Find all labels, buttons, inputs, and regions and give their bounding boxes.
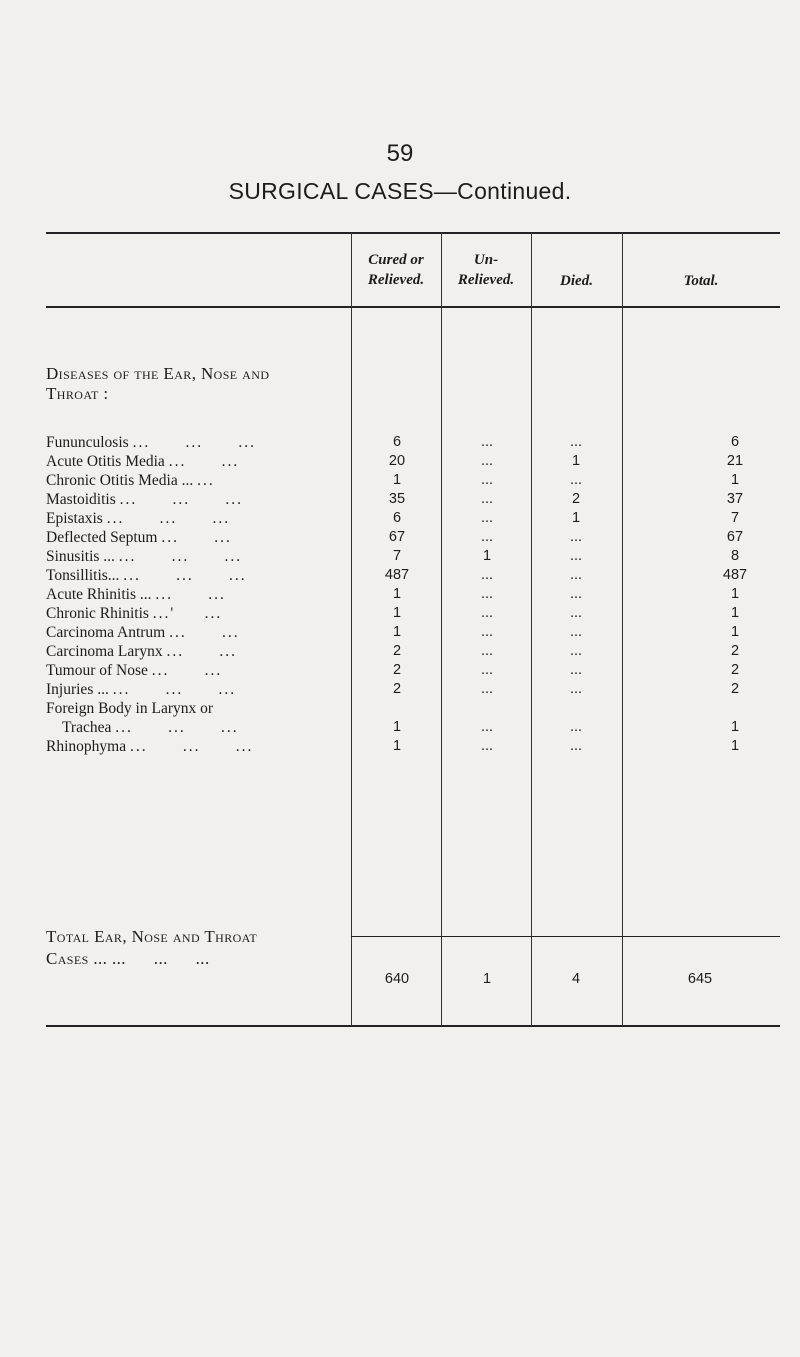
subtotal-rule-1 [351, 936, 441, 937]
cell-unrelieved: ... [480, 624, 494, 640]
cell-cured: 2 [392, 662, 402, 678]
cell-total: 487 [722, 567, 748, 583]
row-label [46, 662, 346, 680]
table-top-rule [46, 232, 780, 234]
cell-total: 21 [726, 453, 744, 469]
table-row [0, 586, 800, 604]
cell-unrelieved: ... [480, 643, 494, 659]
cell-unrelieved: ... [480, 586, 494, 602]
row-label-text: Tonsillitis... [46, 567, 120, 584]
cell-unrelieved: ... [480, 434, 494, 450]
row-label [46, 548, 346, 566]
leader-dots: ... ... [168, 453, 240, 470]
cell-cured: 20 [388, 453, 406, 469]
leader-dots: ... ... ... [106, 510, 231, 527]
cell-unrelieved: ... [480, 738, 494, 754]
row-label [46, 624, 346, 642]
column-header-died: Died. [560, 273, 593, 289]
table-row [0, 738, 800, 756]
row-label-text: Rhinophyma [46, 738, 127, 755]
cell-cured: 2 [392, 681, 402, 697]
cell-total: 37 [726, 491, 744, 507]
row-label [46, 510, 346, 528]
cell-total: 1 [730, 719, 740, 735]
leader-dots: ... ... ... [112, 681, 237, 698]
leader-dots: ... [197, 472, 215, 489]
cell-cured: 1 [392, 719, 402, 735]
leader-dots: ... ... ... [119, 491, 244, 508]
leader-dots: ... ... ... [115, 719, 239, 736]
section-heading-line2: Throat : [46, 384, 109, 403]
cell-cured: 1 [392, 472, 402, 488]
table-row [0, 605, 800, 623]
cell-total: 2 [730, 662, 740, 678]
table-row [0, 453, 800, 471]
cell-died: ... [569, 529, 583, 545]
section-heading-line1: Diseases of the Ear, Nose and [46, 364, 270, 383]
row-label [46, 738, 346, 756]
table-row [0, 529, 800, 547]
row-label-text: Deflected Septum [46, 529, 158, 546]
cell-cured: 1 [392, 624, 402, 640]
row-label [46, 643, 346, 661]
table-row [0, 472, 800, 490]
row-label-text: Sinusitis ... [46, 548, 115, 565]
row-label-text: Mastoiditis [46, 491, 116, 508]
column-header-unrelieved [441, 250, 531, 290]
cell-total: 1 [730, 624, 740, 640]
cell-unrelieved: ... [480, 453, 494, 469]
cell-died: ... [569, 605, 583, 621]
row-label [46, 567, 346, 585]
column-header-total: Total. [683, 273, 719, 289]
row-label [46, 491, 346, 509]
table-bottom-rule [46, 1025, 780, 1027]
row-label-text: Foreign Body in Larynx or [46, 700, 214, 717]
cell-died: ... [569, 681, 583, 697]
cell-died: ... [569, 586, 583, 602]
row-label-text: Acute Otitis Media [46, 453, 165, 470]
total-total: 645 [687, 971, 713, 987]
row-label [46, 605, 346, 623]
cell-died: ... [569, 738, 583, 754]
leader-dots: ... ... ... [129, 738, 254, 755]
column-header-unrelieved-line2: Relieved. [457, 272, 515, 288]
cell-cured: 1 [392, 738, 402, 754]
cell-total: 8 [730, 548, 740, 564]
table-row [0, 643, 800, 661]
row-label-text: Carcinoma Antrum [46, 624, 166, 641]
cell-died: ... [569, 624, 583, 640]
subtotal-rule-4 [622, 936, 780, 937]
cell-cured: 1 [392, 586, 402, 602]
cell-cured: 487 [384, 567, 410, 583]
leader-dots: ... ... [166, 643, 238, 660]
total-label-line1: Total Ear, Nose and Throat [46, 927, 258, 946]
cell-cured: 35 [388, 491, 406, 507]
page-title: SURGICAL CASES—Continued. [228, 178, 572, 204]
row-label [46, 586, 346, 604]
leader-dots: ... ... ... [123, 567, 247, 584]
row-label [46, 472, 346, 490]
row-label [46, 700, 346, 718]
table-row [0, 700, 800, 738]
total-died: 4 [571, 971, 581, 987]
leader-dots: ... ... ... [118, 548, 243, 565]
leader-dots: ... ... [155, 586, 226, 603]
column-header-cured-line1: Cured or [368, 252, 424, 268]
leader-dots: ... ... [169, 624, 240, 641]
row-label-text: Injuries ... [46, 681, 109, 698]
column-header-cured [351, 250, 441, 290]
row-label-text: Acute Rhinitis ... [46, 586, 152, 603]
total-label-line2-text: Cases ... [46, 949, 108, 968]
cell-died: ... [569, 567, 583, 583]
total-unrelieved: 1 [482, 971, 492, 987]
cell-died: ... [569, 719, 583, 735]
leader-dots: ... ... ... [132, 434, 256, 451]
table-row [0, 567, 800, 585]
total-label [46, 926, 257, 970]
row-label-text: Fununculosis [46, 434, 129, 451]
column-header-cured-line2: Relieved. [367, 272, 425, 288]
cell-died: ... [569, 548, 583, 564]
table-row [0, 510, 800, 528]
row-label-text-2: Trachea [62, 719, 112, 736]
cell-unrelieved: ... [480, 510, 494, 526]
cell-total: 1 [730, 605, 740, 621]
cell-died: ... [569, 434, 583, 450]
row-label-continued [62, 719, 362, 737]
cell-total: 1 [730, 586, 740, 602]
cell-died: 2 [571, 491, 581, 507]
cell-unrelieved: ... [480, 529, 494, 545]
cell-total: 1 [730, 738, 740, 754]
table-row [0, 662, 800, 680]
row-label [46, 434, 346, 452]
row-label [46, 681, 346, 699]
cell-unrelieved: ... [480, 681, 494, 697]
row-label-text: Chronic Otitis Media ... [46, 472, 194, 489]
cell-unrelieved: ... [480, 719, 494, 735]
cell-cured: 2 [392, 643, 402, 659]
table-row [0, 624, 800, 642]
leader-dots: ...' ... [152, 605, 223, 622]
cell-cured: 6 [392, 434, 402, 450]
cell-died: 1 [571, 453, 581, 469]
cell-died: ... [569, 472, 583, 488]
header-bottom-rule [46, 306, 780, 308]
cell-unrelieved: ... [480, 472, 494, 488]
cell-total: 7 [730, 510, 740, 526]
cell-cured: 67 [388, 529, 406, 545]
row-label-text: Tumour of Nose [46, 662, 148, 679]
table-row [0, 434, 800, 452]
row-label [46, 529, 346, 547]
cell-cured: 1 [392, 605, 402, 621]
cell-unrelieved: ... [480, 491, 494, 507]
subtotal-rule-2 [441, 936, 531, 937]
page-number: 59 [386, 140, 414, 167]
row-label-text: Carcinoma Larynx [46, 643, 163, 660]
cell-total: 6 [730, 434, 740, 450]
subtotal-rule-3 [531, 936, 622, 937]
total-cured: 640 [384, 971, 410, 987]
cell-total: 2 [730, 643, 740, 659]
cell-cured: 7 [392, 548, 402, 564]
cell-total: 67 [726, 529, 744, 545]
table-row [0, 681, 800, 699]
column-header-unrelieved-line1: Un- [473, 252, 499, 268]
table-row [0, 491, 800, 509]
cell-unrelieved: ... [480, 605, 494, 621]
leader-dots: ... ... ... [111, 949, 210, 968]
cell-died: 1 [571, 510, 581, 526]
table-row [0, 548, 800, 566]
cell-died: ... [569, 643, 583, 659]
section-heading [46, 364, 269, 404]
row-label-text: Epistaxis [46, 510, 103, 527]
cell-total: 1 [730, 472, 740, 488]
leader-dots: ... ... [151, 662, 223, 679]
total-label-line2 [46, 948, 257, 970]
cell-cured: 6 [392, 510, 402, 526]
leader-dots: ... ... [161, 529, 232, 546]
cell-unrelieved: ... [480, 567, 494, 583]
row-label-text: Chronic Rhinitis [46, 605, 149, 622]
row-label [46, 453, 346, 471]
cell-unrelieved: ... [480, 662, 494, 678]
cell-unrelieved: 1 [482, 548, 492, 564]
cell-total: 2 [730, 681, 740, 697]
cell-died: ... [569, 662, 583, 678]
